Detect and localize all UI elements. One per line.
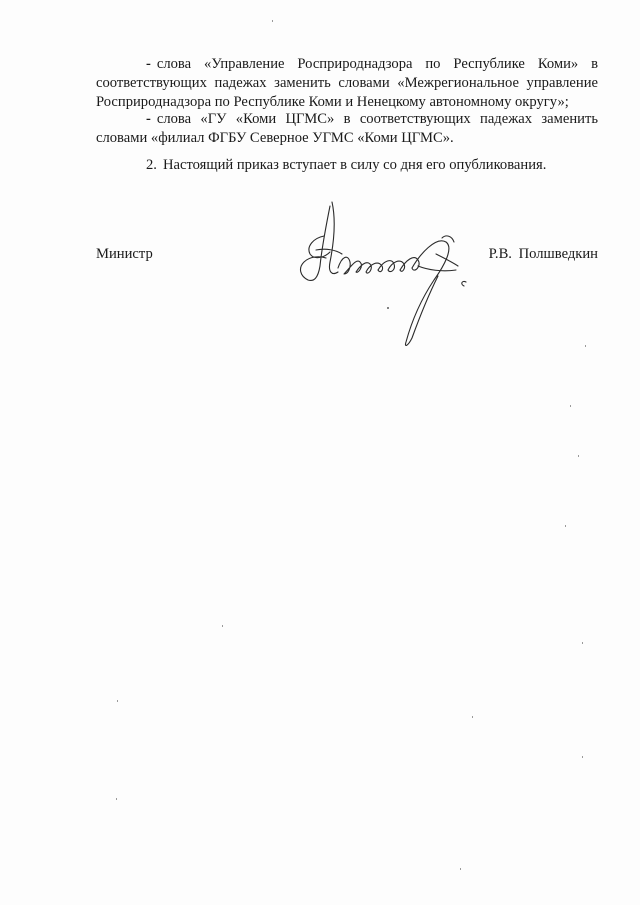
- scan-speck: [585, 345, 586, 347]
- handwritten-signature: [296, 196, 476, 356]
- scan-speck: [472, 716, 473, 718]
- scan-speck: [222, 625, 223, 627]
- amendment-bullet-1: [96, 55, 598, 112]
- bullet-dash: -: [146, 111, 151, 127]
- bullet-dash: -: [146, 56, 151, 72]
- point-2-text: Настоящий приказ вступает в силу со дня его опубликования.: [162, 157, 547, 173]
- scan-speck: [117, 700, 118, 702]
- scan-speck: [116, 798, 117, 800]
- scan-speck: [565, 525, 566, 527]
- amendment-bullet-2: [96, 110, 598, 148]
- scan-speck: [570, 405, 571, 407]
- bullet-1-text: слова «Управление Росприроднадзора по Республике Коми» в соответствующих падежах заменить словами «Межрегиональное управление Росприроднадзора по Республике Коми и Ненецкому автономному округу»;: [96, 56, 598, 110]
- scan-speck: [582, 756, 583, 758]
- scan-speck: [582, 642, 583, 644]
- bullet-2-text: слова «ГУ «Коми ЦГМС» в соответствующих падежах заменить словами «филиал ФГБУ Северное УГМС «Коми ЦГМС».: [96, 111, 598, 146]
- scan-speck: [578, 455, 579, 457]
- scan-speck: [460, 868, 461, 870]
- signer-position: Министр: [96, 246, 153, 262]
- scan-speck: [272, 20, 273, 22]
- point-number: 2.: [146, 157, 157, 173]
- signer-name: Р.В. Полшведкин: [488, 246, 598, 262]
- order-point-2: [96, 156, 598, 175]
